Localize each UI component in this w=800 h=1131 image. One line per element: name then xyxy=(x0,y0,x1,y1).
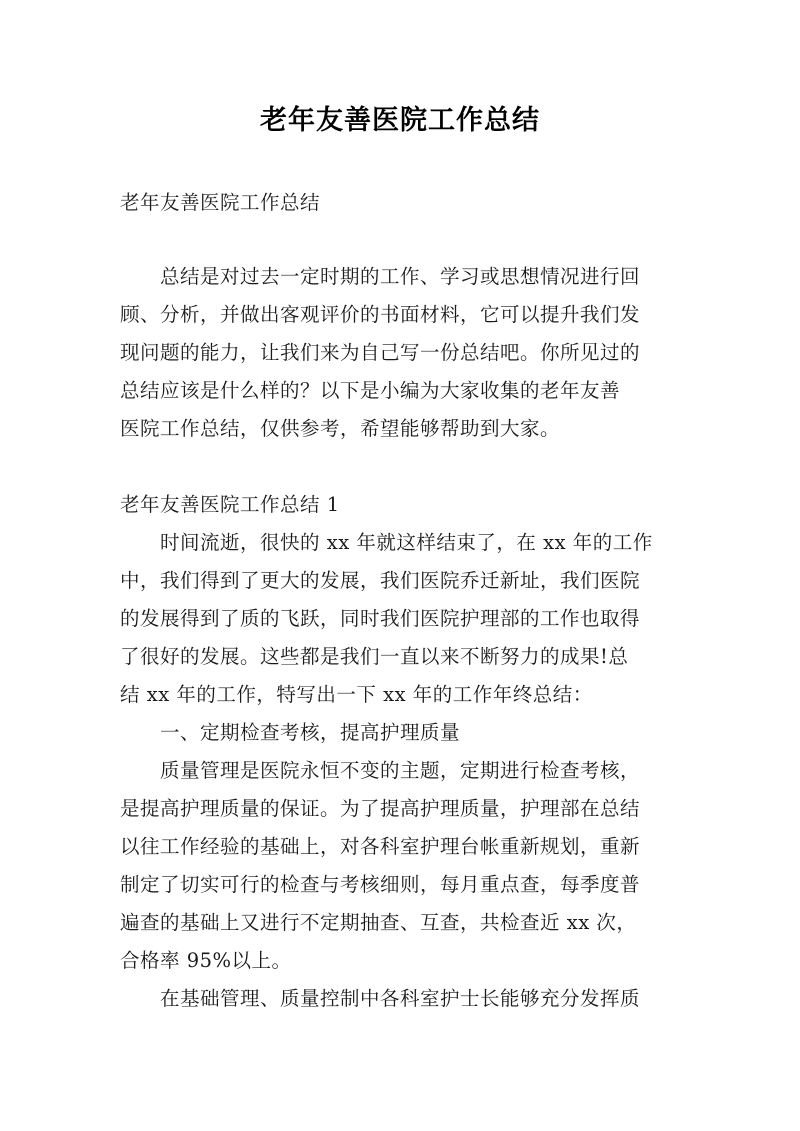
intro-line: 总结是对过去一定时期的工作、学习或思想情况进行回 xyxy=(160,265,641,288)
document-title: 老年友善医院工作总结 xyxy=(260,105,540,136)
section-line: 了很好的发展。这些都是我们一直以来不断努力的成果!总 xyxy=(120,645,629,668)
quality-line: 遍查的基础上又进行不定期抽查、互查，共检查近 xx 次， xyxy=(120,911,637,934)
intro-line: 总结应该是什么样的？以下是小编为大家收集的老年友善 xyxy=(120,379,621,402)
quality-line: 以往工作经验的基础上，对各科室护理台帐重新规划，重新 xyxy=(120,835,641,858)
quality-line: 质量管理是医院永恒不变的主题，定期进行检查考核， xyxy=(160,759,641,782)
body-line: 在基础管理、质量控制中各科室护士长能够充分发挥质 xyxy=(160,987,641,1010)
intro-line: 医院工作总结，仅供参考，希望能够帮助到大家。 xyxy=(120,417,561,440)
section-heading: 老年友善医院工作总结 1 xyxy=(120,493,340,516)
section-line: 的发展得到了质的飞跃，同时我们医院护理部的工作也取得 xyxy=(120,607,641,630)
quality-line: 是提高护理质量的保证。为了提高护理质量，护理部在总结 xyxy=(120,797,641,820)
quality-line: 合格率 95%以上。 xyxy=(120,949,292,972)
intro-line: 顾、分析，并做出客观评价的书面材料，它可以提升我们发 xyxy=(120,303,641,326)
subheading: 一、定期检查考核，提高护理质量 xyxy=(160,721,461,744)
section-line: 时间流逝，很快的 xx 年就这样结束了，在 xx 年的工作 xyxy=(160,531,653,554)
quality-line: 制定了切实可行的检查与考核细则，每月重点查，每季度普 xyxy=(120,873,641,896)
section-line: 结 xx 年的工作，特写出一下 xx 年的工作年终总结： xyxy=(120,683,593,706)
intro-line: 现问题的能力，让我们来为自己写一份总结吧。你所见过的 xyxy=(120,341,641,364)
document-subtitle: 老年友善医院工作总结 xyxy=(120,191,321,214)
section-line: 中，我们得到了更大的发展，我们医院乔迁新址，我们医院 xyxy=(120,569,641,592)
